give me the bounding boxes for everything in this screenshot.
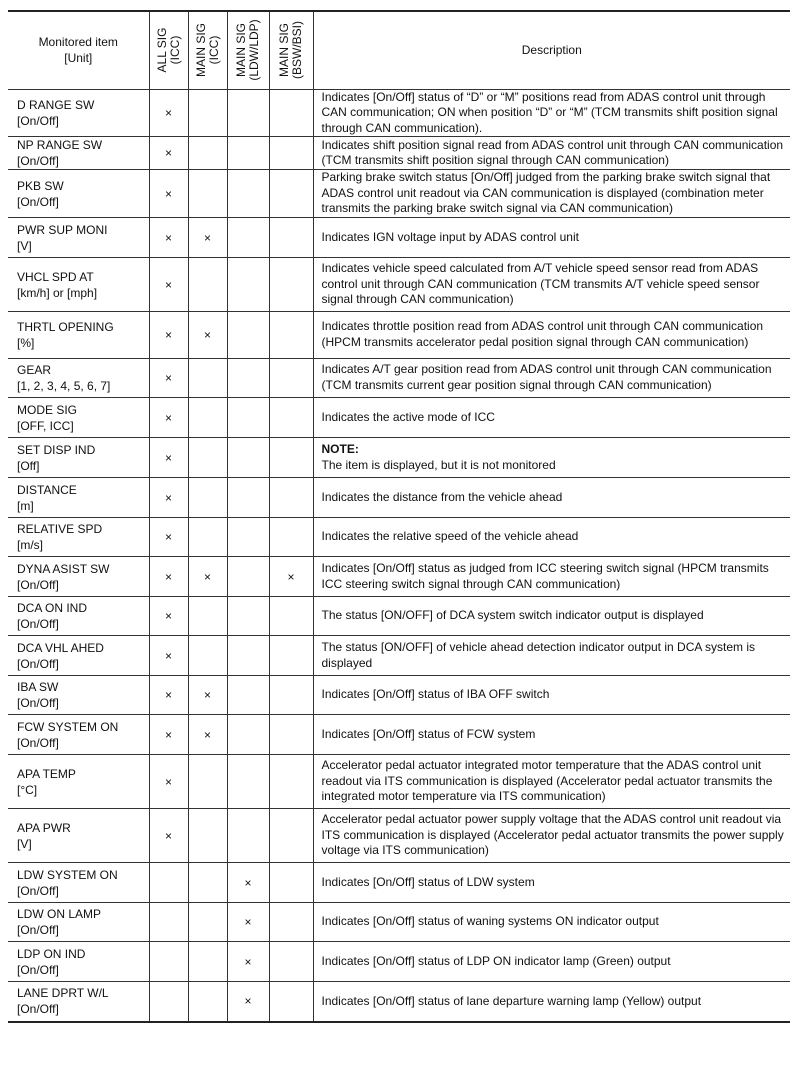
all-sig-icc-mark: × — [164, 530, 172, 545]
main-sig-icc-mark-cell — [188, 597, 227, 636]
item-name: DISTANCE — [17, 482, 77, 497]
main-sig-icc-mark-cell — [188, 478, 227, 518]
all-sig-icc-header-line1: ALL SIG — [154, 27, 169, 73]
description-text: Indicates [On/Off] status as judged from ICC steering switch signal (HPCM transmits ICC steering switch signal through CAN communication) — [321, 560, 769, 591]
description-text: Indicates [On/Off] status of “D” or “M” positions read from ADAS control unit through CAN communication; ON when position “D” or “M” (TCM transmits shift position signal through CAN communication). — [321, 89, 778, 135]
item-name: APA TEMP — [17, 766, 76, 781]
description-cell — [313, 89, 790, 137]
item-name: PWR SUP MONI — [17, 222, 108, 237]
all-sig-icc-mark-cell — [149, 676, 188, 715]
monitored-item-cell — [8, 715, 149, 755]
description-cell — [313, 438, 790, 478]
monitored-item-header — [8, 11, 149, 89]
description-text: Accelerator pedal actuator integrated motor temperature that the ADAS control unit readout via ITS communication is displayed (Accelerator pedal actuator transmits the integrated motor temperature via ITS communication) — [321, 758, 773, 804]
item-unit: [On/Off] — [17, 617, 59, 632]
description-cell — [313, 398, 790, 438]
monitored-item-cell — [8, 863, 149, 903]
table-row — [8, 398, 790, 438]
all-sig-icc-mark-cell — [149, 312, 188, 359]
description-text: The item is displayed, but it is not monitored — [321, 457, 556, 472]
table-row — [8, 170, 790, 218]
all-sig-icc-mark-cell — [149, 809, 188, 863]
all-sig-icc-mark: × — [164, 609, 172, 624]
all-sig-icc-mark-cell — [149, 398, 188, 438]
item-unit: [On/Off] — [17, 154, 59, 169]
description-text: Indicates [On/Off] status of LDP ON indicator lamp (Green) output — [321, 953, 671, 968]
monitored-item-cell — [8, 982, 149, 1022]
main-sig-bsw-bsi-mark-cell — [269, 518, 313, 557]
item-unit: [1, 2, 3, 4, 5, 6, 7] — [17, 379, 111, 394]
table-header-row — [8, 11, 790, 89]
all-sig-icc-header — [149, 11, 188, 89]
all-sig-icc-mark: × — [164, 450, 172, 465]
main-sig-ldw-ldp-mark-cell — [227, 438, 269, 478]
main-sig-icc-mark-cell — [188, 438, 227, 478]
main-sig-icc-mark-cell — [188, 359, 227, 398]
main-sig-ldw-ldp-mark-cell — [227, 982, 269, 1022]
main-sig-bsw-bsi-header-line2: (BSW/BSI) — [290, 21, 304, 80]
all-sig-icc-mark-cell — [149, 258, 188, 312]
all-sig-icc-mark: × — [164, 371, 172, 386]
monitored-item-cell — [8, 438, 149, 478]
all-sig-icc-mark: × — [164, 410, 172, 425]
description-cell — [313, 312, 790, 359]
table-body — [8, 89, 790, 1022]
description-cell — [313, 137, 790, 170]
description-cell — [313, 903, 790, 942]
monitored-item-cell — [8, 137, 149, 170]
item-unit: [On/Off] — [17, 656, 59, 671]
main-sig-bsw-bsi-mark-cell — [269, 258, 313, 312]
main-sig-icc-mark: × — [203, 569, 211, 584]
main-sig-bsw-bsi-mark-cell — [269, 438, 313, 478]
item-unit: [V] — [17, 836, 32, 851]
all-sig-icc-mark: × — [164, 727, 172, 742]
description-cell — [313, 557, 790, 597]
all-sig-icc-mark-cell — [149, 170, 188, 218]
description-cell — [313, 942, 790, 982]
all-sig-icc-mark-cell — [149, 478, 188, 518]
item-name: VHCL SPD AT — [17, 269, 94, 284]
main-sig-bsw-bsi-mark-cell — [269, 398, 313, 438]
item-unit: [On/Off] — [17, 113, 59, 128]
all-sig-icc-mark-cell — [149, 518, 188, 557]
main-sig-icc-mark: × — [203, 230, 211, 245]
description-cell — [313, 755, 790, 809]
monitor-item-table — [8, 10, 790, 1023]
table-row — [8, 557, 790, 597]
all-sig-icc-mark: × — [164, 688, 172, 703]
main-sig-icc-mark: × — [203, 727, 211, 742]
main-sig-ldw-ldp-mark-cell — [227, 636, 269, 676]
description-cell — [313, 809, 790, 863]
all-sig-icc-mark: × — [164, 277, 172, 292]
all-sig-icc-mark-cell — [149, 137, 188, 170]
main-sig-bsw-bsi-mark-cell — [269, 863, 313, 903]
item-name: RELATIVE SPD — [17, 522, 103, 537]
main-sig-bsw-bsi-mark: × — [287, 569, 295, 584]
table-row — [8, 597, 790, 636]
all-sig-icc-mark-cell — [149, 218, 188, 258]
item-name: IBA SW — [17, 680, 59, 695]
main-sig-bsw-bsi-header — [269, 11, 313, 89]
main-sig-bsw-bsi-header-line1: MAIN SIG — [277, 23, 291, 78]
description-cell — [313, 258, 790, 312]
main-sig-icc-mark-cell — [188, 982, 227, 1022]
main-sig-bsw-bsi-mark-cell — [269, 312, 313, 359]
main-sig-ldw-ldp-mark-cell — [227, 170, 269, 218]
main-sig-icc-mark-cell — [188, 398, 227, 438]
all-sig-icc-mark-cell — [149, 942, 188, 982]
description-text: Indicates A/T gear position read from ADAS control unit through CAN communication (TCM transmits current gear position signal through CAN communication) — [321, 362, 772, 393]
main-sig-icc-mark-cell — [188, 809, 227, 863]
main-sig-icc-mark-cell — [188, 312, 227, 359]
all-sig-icc-mark: × — [164, 828, 172, 843]
all-sig-icc-mark-cell — [149, 636, 188, 676]
main-sig-icc-mark-cell — [188, 218, 227, 258]
description-cell — [313, 982, 790, 1022]
monitored-item-header-title: Monitored item — [38, 35, 118, 50]
item-name: PKB SW — [17, 178, 64, 193]
item-unit: [On/Off] — [17, 1002, 59, 1017]
item-name: DYNA ASIST SW — [17, 561, 110, 576]
description-text: Indicates vehicle speed calculated from A/T vehicle speed sensor read from ADAS control unit through CAN communication (TCM transmits A/T vehicle speed sensor signal through CAN communication) — [321, 261, 760, 307]
main-sig-ldw-ldp-mark-cell — [227, 518, 269, 557]
main-sig-icc-header — [188, 11, 227, 89]
item-name: SET DISP IND — [17, 442, 96, 457]
main-sig-bsw-bsi-mark-cell — [269, 359, 313, 398]
description-text: Accelerator pedal actuator power supply voltage that the ADAS control unit readout via ITS communication is displayed (Accelerator pedal actuator transmits the power supply voltage via ITS communication) — [321, 812, 784, 858]
monitored-item-cell — [8, 312, 149, 359]
item-name: DCA ON IND — [17, 601, 88, 616]
item-unit: [On/Off] — [17, 696, 59, 711]
main-sig-ldw-ldp-mark-cell — [227, 359, 269, 398]
main-sig-icc-mark: × — [203, 328, 211, 343]
all-sig-icc-mark-cell — [149, 557, 188, 597]
monitored-item-cell — [8, 755, 149, 809]
item-name: FCW SYSTEM ON — [17, 719, 119, 734]
item-name: APA PWR — [17, 820, 71, 835]
table-row — [8, 942, 790, 982]
table-row — [8, 218, 790, 258]
main-sig-bsw-bsi-mark-cell — [269, 137, 313, 170]
item-unit: [On/Off] — [17, 962, 59, 977]
monitored-item-cell — [8, 518, 149, 557]
description-cell — [313, 597, 790, 636]
all-sig-icc-mark: × — [164, 186, 172, 201]
monitored-item-cell — [8, 942, 149, 982]
main-sig-icc-header-line2: (ICC) — [206, 35, 221, 65]
item-name: DCA VHL AHED — [17, 640, 104, 655]
item-unit: [On/Off] — [17, 923, 59, 938]
main-sig-bsw-bsi-mark-cell — [269, 218, 313, 258]
main-sig-bsw-bsi-mark-cell — [269, 755, 313, 809]
all-sig-icc-mark: × — [164, 328, 172, 343]
main-sig-bsw-bsi-mark-cell — [269, 903, 313, 942]
description-cell — [313, 170, 790, 218]
item-name: D RANGE SW — [17, 97, 95, 112]
main-sig-icc-mark-cell — [188, 755, 227, 809]
monitored-item-cell — [8, 218, 149, 258]
main-sig-ldw-ldp-header — [227, 11, 269, 89]
main-sig-ldw-ldp-mark-cell — [227, 218, 269, 258]
main-sig-bsw-bsi-mark-cell — [269, 597, 313, 636]
description-cell — [313, 359, 790, 398]
table-row — [8, 89, 790, 137]
all-sig-icc-mark-cell — [149, 715, 188, 755]
item-unit: [V] — [17, 238, 32, 253]
main-sig-icc-mark-cell — [188, 170, 227, 218]
description-cell — [313, 863, 790, 903]
monitored-item-cell — [8, 903, 149, 942]
table-row — [8, 903, 790, 942]
item-unit: [m/s] — [17, 538, 43, 553]
monitored-item-cell — [8, 557, 149, 597]
monitored-item-header-unit: [Unit] — [64, 51, 93, 66]
item-name: LANE DPRT W/L — [17, 986, 109, 1001]
item-unit: [On/Off] — [17, 735, 59, 750]
main-sig-icc-mark: × — [203, 688, 211, 703]
main-sig-icc-mark-cell — [188, 89, 227, 137]
item-unit: [%] — [17, 336, 35, 351]
main-sig-ldw-ldp-mark-cell — [227, 478, 269, 518]
table-row — [8, 676, 790, 715]
description-header: Description — [313, 11, 790, 89]
item-name: LDW SYSTEM ON — [17, 867, 118, 882]
all-sig-icc-mark-cell — [149, 903, 188, 942]
main-sig-bsw-bsi-mark-cell — [269, 636, 313, 676]
all-sig-icc-mark-cell — [149, 863, 188, 903]
all-sig-icc-mark: × — [164, 230, 172, 245]
monitored-item-cell — [8, 359, 149, 398]
main-sig-ldw-ldp-mark-cell — [227, 312, 269, 359]
table-row — [8, 755, 790, 809]
main-sig-ldw-ldp-mark-cell — [227, 863, 269, 903]
main-sig-icc-mark-cell — [188, 942, 227, 982]
table-row — [8, 258, 790, 312]
main-sig-ldw-ldp-mark: × — [244, 954, 252, 969]
item-unit: [°C] — [17, 782, 38, 797]
main-sig-ldw-ldp-mark-cell — [227, 89, 269, 137]
main-sig-ldw-ldp-mark: × — [244, 915, 252, 930]
table-row — [8, 478, 790, 518]
description-text: Indicates [On/Off] status of lane departure warning lamp (Yellow) output — [321, 993, 702, 1008]
monitored-item-cell — [8, 636, 149, 676]
table-row — [8, 518, 790, 557]
all-sig-icc-mark-cell — [149, 982, 188, 1022]
main-sig-icc-mark-cell — [188, 258, 227, 312]
item-unit: [Off] — [17, 458, 40, 473]
main-sig-bsw-bsi-mark-cell — [269, 170, 313, 218]
description-text: Indicates the active mode of ICC — [321, 409, 495, 424]
monitored-item-cell — [8, 398, 149, 438]
monitored-item-cell — [8, 597, 149, 636]
main-sig-bsw-bsi-mark-cell — [269, 676, 313, 715]
description-text: Indicates the relative speed of the vehicle ahead — [321, 529, 579, 544]
all-sig-icc-mark: × — [164, 569, 172, 584]
description-text: The status [ON/OFF] of vehicle ahead detection indicator output in DCA system is displayed — [321, 639, 756, 670]
main-sig-bsw-bsi-mark-cell — [269, 809, 313, 863]
item-unit: [On/Off] — [17, 577, 59, 592]
main-sig-icc-mark-cell — [188, 137, 227, 170]
all-sig-icc-mark-cell — [149, 755, 188, 809]
note-label: NOTE: — [321, 441, 359, 456]
main-sig-icc-header-line1: MAIN SIG — [193, 23, 208, 78]
table-row — [8, 359, 790, 398]
main-sig-icc-mark-cell — [188, 518, 227, 557]
item-name: LDW ON LAMP — [17, 907, 102, 922]
item-name: MODE SIG — [17, 402, 78, 417]
table-row — [8, 863, 790, 903]
description-text: Parking brake switch status [On/Off] judged from the parking brake switch signal that ADAS control unit readout via CAN communication is displayed (combination meter transmits the parking brake switch signal via CAN communication) — [321, 170, 771, 216]
description-text: Indicates throttle position read from ADAS control unit through CAN communication (HPCM transmits accelerator pedal position signal through CAN communication) — [321, 319, 764, 350]
main-sig-icc-mark-cell — [188, 557, 227, 597]
main-sig-ldw-ldp-mark: × — [244, 875, 252, 890]
main-sig-bsw-bsi-mark-cell — [269, 89, 313, 137]
table-row — [8, 137, 790, 170]
main-sig-ldw-ldp-mark-cell — [227, 398, 269, 438]
table-row — [8, 715, 790, 755]
item-name: LDP ON IND — [17, 946, 86, 961]
item-unit: [On/Off] — [17, 883, 59, 898]
item-unit: [m] — [17, 498, 34, 513]
all-sig-icc-mark: × — [164, 146, 172, 161]
main-sig-bsw-bsi-mark-cell — [269, 715, 313, 755]
description-text: Indicates the distance from the vehicle ahead — [321, 489, 563, 504]
main-sig-ldw-ldp-mark-cell — [227, 676, 269, 715]
description-text: Indicates [On/Off] status of LDW system — [321, 874, 535, 889]
main-sig-ldw-ldp-mark-cell — [227, 755, 269, 809]
item-name: NP RANGE SW — [17, 138, 103, 153]
main-sig-bsw-bsi-mark-cell — [269, 557, 313, 597]
main-sig-ldw-ldp-mark-cell — [227, 942, 269, 982]
description-cell — [313, 636, 790, 676]
main-sig-icc-mark-cell — [188, 903, 227, 942]
description-cell — [313, 715, 790, 755]
main-sig-bsw-bsi-mark-cell — [269, 982, 313, 1022]
main-sig-ldw-ldp-header-line1: MAIN SIG — [234, 23, 248, 78]
table-row — [8, 982, 790, 1022]
item-name: GEAR — [17, 363, 52, 378]
main-sig-ldw-ldp-mark-cell — [227, 597, 269, 636]
monitored-item-cell — [8, 478, 149, 518]
all-sig-icc-mark-cell — [149, 89, 188, 137]
main-sig-ldw-ldp-mark-cell — [227, 809, 269, 863]
table-row — [8, 312, 790, 359]
main-sig-icc-mark-cell — [188, 636, 227, 676]
description-text: The status [ON/OFF] of DCA system switch indicator output is displayed — [321, 608, 704, 623]
table-row — [8, 636, 790, 676]
table-row — [8, 438, 790, 478]
main-sig-bsw-bsi-mark-cell — [269, 478, 313, 518]
all-sig-icc-mark: × — [164, 490, 172, 505]
monitored-item-cell — [8, 809, 149, 863]
monitored-item-cell — [8, 89, 149, 137]
monitored-item-cell — [8, 170, 149, 218]
monitored-item-cell — [8, 676, 149, 715]
all-sig-icc-mark-cell — [149, 438, 188, 478]
item-unit: [OFF, ICC] — [17, 418, 74, 433]
all-sig-icc-mark: × — [164, 774, 172, 789]
main-sig-icc-mark-cell — [188, 715, 227, 755]
description-cell — [313, 478, 790, 518]
main-sig-ldw-ldp-mark-cell — [227, 903, 269, 942]
table-row — [8, 809, 790, 863]
description-text: Indicates [On/Off] status of FCW system — [321, 726, 536, 741]
main-sig-ldw-ldp-header-line2: (LDW/LDP) — [247, 19, 261, 81]
all-sig-icc-header-line2: (ICC) — [167, 35, 182, 65]
description-cell — [313, 218, 790, 258]
main-sig-ldw-ldp-mark-cell — [227, 258, 269, 312]
description-cell — [313, 676, 790, 715]
main-sig-bsw-bsi-mark-cell — [269, 942, 313, 982]
all-sig-icc-mark-cell — [149, 359, 188, 398]
all-sig-icc-mark: × — [164, 105, 172, 120]
main-sig-ldw-ldp-mark-cell — [227, 557, 269, 597]
main-sig-icc-mark-cell — [188, 676, 227, 715]
item-name: THRTL OPENING — [17, 320, 114, 335]
main-sig-ldw-ldp-mark-cell — [227, 137, 269, 170]
description-text: Indicates [On/Off] status of waning systems ON indicator output — [321, 914, 659, 929]
description-text: Indicates shift position signal read from ADAS control unit through CAN communication (TCM transmits shift position signal through CAN communication) — [321, 137, 784, 168]
all-sig-icc-mark: × — [164, 648, 172, 663]
description-cell — [313, 518, 790, 557]
main-sig-ldw-ldp-mark: × — [244, 994, 252, 1009]
description-text: Indicates IGN voltage input by ADAS control unit — [321, 229, 579, 244]
description-text: Indicates [On/Off] status of IBA OFF switch — [321, 687, 550, 702]
monitored-item-cell — [8, 258, 149, 312]
main-sig-icc-mark-cell — [188, 863, 227, 903]
all-sig-icc-mark-cell — [149, 597, 188, 636]
main-sig-ldw-ldp-mark-cell — [227, 715, 269, 755]
item-unit: [km/h] or [mph] — [17, 285, 98, 300]
item-unit: [On/Off] — [17, 194, 59, 209]
